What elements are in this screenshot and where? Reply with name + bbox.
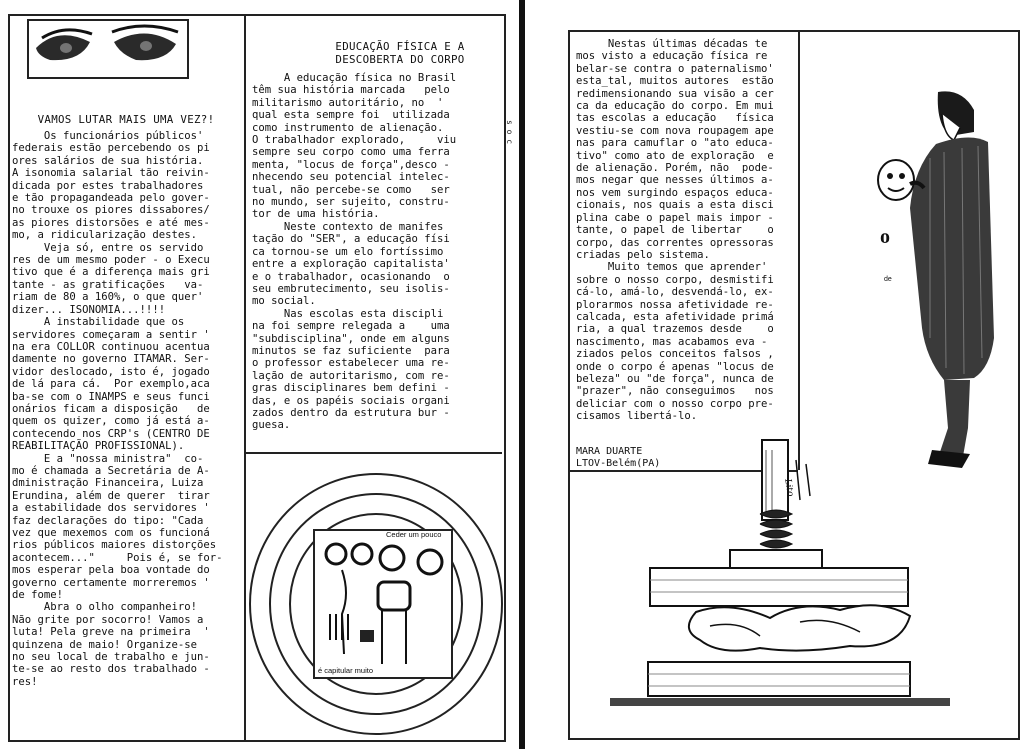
continuation-line: plorarmos nossa afetividade re- bbox=[576, 298, 774, 311]
article-heading-vamos-lutar: VAMOS LUTAR MAIS UMA VEZ?! bbox=[37, 113, 215, 126]
vamos-lutar-line: na era COLLOR continuou acentua bbox=[12, 340, 210, 353]
vamos-lutar-line: tante - as gratificações va- bbox=[12, 278, 204, 291]
vamos-lutar-line: quinzena de maio! Organize-se bbox=[12, 638, 197, 651]
vamos-lutar-line: vez que mexemos com os funcioná bbox=[12, 527, 210, 539]
vamos-lutar-line: dizer... ISONOMIA...!!!! bbox=[12, 303, 166, 316]
educacao-fisica-line: A educação física no Brasil bbox=[252, 72, 457, 84]
continuation-line: cisamos libertá-lo. bbox=[576, 410, 698, 423]
educacao-fisica-line: qual esta sempre foi utilizada bbox=[252, 109, 450, 122]
educacao-fisica-line: nhecendo seu potencial intelec- bbox=[252, 171, 450, 184]
continuation-line: Nestas últimas décadas te bbox=[576, 38, 768, 50]
protest-cartoon bbox=[246, 454, 502, 739]
educacao-fisica-line: militarismo autoritário, no ' bbox=[252, 96, 444, 109]
educacao-fisica-line: tação do "SER", a educação físi bbox=[252, 233, 450, 246]
educacao-fisica-line: têm sua história marcada pelo bbox=[252, 84, 450, 97]
vamos-lutar-line: riam de 80 a 160%, o que quer' bbox=[12, 291, 204, 304]
vamos-lutar-line: A isonomia salarial tão reivin- bbox=[12, 167, 210, 180]
continuation-line: mos negar que nesses últimos a- bbox=[576, 174, 774, 187]
vamos-lutar-line: ba-se com o INAMPS e seus funci bbox=[12, 390, 210, 403]
vamos-lutar-line: res! bbox=[12, 675, 38, 688]
vamos-lutar-line: E a "nossa ministra" co- bbox=[12, 452, 204, 465]
article-body-continuation bbox=[576, 38, 798, 438]
vamos-lutar-line: a estabilidade dos servidores ' bbox=[12, 502, 210, 515]
continuation-line: esta_tal, muitos autores estão bbox=[576, 75, 774, 88]
vamos-lutar-line: tivo que é a diferença mais gri bbox=[12, 266, 210, 279]
continuation-line: mos visto a educação física re bbox=[576, 50, 768, 63]
educacao-fisica-line: tual, não percebe-se como ser bbox=[252, 183, 450, 196]
cartoon-caption-top: Ceder um pouco bbox=[386, 530, 442, 539]
continuation-line: cionais, nos quais a esta disci bbox=[576, 199, 774, 212]
vamos-lutar-line: REABILITAÇÃO PROFISSIONAL). bbox=[12, 440, 185, 453]
vamos-lutar-line: mo é chamada a Secretária de A- bbox=[12, 464, 210, 477]
educacao-fisica-line: entre a exploração capitalista' bbox=[252, 258, 450, 271]
educacao-fisica-line: gras disciplinares bem defini - bbox=[252, 382, 450, 395]
continuation-line: Muito temos que aprender' bbox=[576, 261, 768, 274]
educacao-fisica-line: seu embrutecimento, seu isolis- bbox=[252, 282, 450, 295]
vamos-lutar-line: dicada por estes trabalhadores bbox=[12, 179, 204, 192]
vamos-lutar-line: Não grite por socorro! Vamos a bbox=[12, 613, 204, 626]
continuation-line: tas escolas a educação física bbox=[576, 112, 774, 125]
vamos-lutar-line: governo certamente morreremos ' bbox=[12, 576, 210, 589]
educacao-fisica-line: Neste contexto de manifes bbox=[252, 220, 444, 233]
author-name: MARA DUARTE bbox=[576, 446, 643, 457]
vamos-lutar-line: Veja só, entre os servido bbox=[12, 241, 204, 254]
vamos-lutar-line: no trouxe os piores dissabores/ bbox=[12, 204, 210, 217]
educacao-fisica-line: no mundo, ser sujeito, constru- bbox=[252, 196, 450, 209]
book-spine-shadow bbox=[519, 0, 525, 749]
continuation-line: cá-lo, amá-lo, desvendá-lo, ex- bbox=[576, 286, 774, 299]
continuation-line: tivo" como ato de exploração e bbox=[576, 149, 774, 162]
cartoon-caption-bottom: é capitular muito bbox=[318, 666, 374, 675]
article-body-educacao-fisica bbox=[252, 72, 502, 450]
educacao-fisica-line: "subdisciplina", onde em alguns bbox=[252, 332, 450, 345]
educacao-fisica-line: mo social. bbox=[252, 295, 316, 308]
educacao-fisica-line: zados dentro da estrutura bur - bbox=[252, 406, 450, 419]
vamos-lutar-line: vidor deslocado, isto é, jogado bbox=[12, 365, 210, 378]
vamos-lutar-line: federais estão percebendo os pi bbox=[12, 142, 210, 155]
vamos-lutar-line: quem os quizer, como já está a- bbox=[12, 415, 210, 428]
vamos-lutar-line: servidores começaram a sentir ' bbox=[12, 328, 210, 341]
educacao-fisica-line: menta, "locus de força",desco - bbox=[252, 158, 450, 171]
eyes-illustration bbox=[28, 20, 188, 80]
continuation-line: plina cabe o papel mais impor - bbox=[576, 211, 774, 224]
educacao-fisica-line: guesa. bbox=[252, 419, 291, 432]
vamos-lutar-line: luta! Pela greve na primeira ' bbox=[12, 626, 210, 639]
continuation-line: vestiu-se com nova roupagem ape bbox=[576, 124, 774, 137]
educacao-fisica-line: O trabalhador explorado, viu bbox=[252, 134, 457, 147]
educacao-fisica-line: ca tornou-se um elo fortíssimo bbox=[252, 245, 444, 258]
vamos-lutar-line: Abra o olho companheiro! bbox=[12, 601, 197, 614]
vamos-lutar-line: rios públicos maiores distorções bbox=[12, 539, 217, 552]
vamos-lutar-line: contecendo nos CRP's (CENTRO DE bbox=[12, 427, 210, 440]
continuation-line: deliciar com o nosso corpo pre- bbox=[576, 397, 774, 410]
vamos-lutar-line: res de um mesmo poder - o Execu bbox=[12, 254, 210, 267]
vamos-lutar-line: Os funcionários públicos' bbox=[12, 130, 204, 142]
vamos-lutar-line: as piores distorsões e até mes- bbox=[12, 216, 210, 229]
vamos-lutar-line: faz declarações do tipo: "Cada bbox=[12, 514, 204, 527]
continuation-line: ziados pelos conceitos falsos , bbox=[576, 348, 774, 361]
educacao-fisica-line: na foi sempre relegada a uma bbox=[252, 320, 450, 333]
vamos-lutar-line: de fome! bbox=[12, 589, 64, 602]
continuation-line: "prazer", não conseguimos nos bbox=[576, 385, 774, 398]
continuation-line: corpo, das correntes opressoras bbox=[576, 236, 774, 249]
educacao-fisica-line: minutos se faz suficiente para bbox=[252, 344, 450, 357]
vamos-lutar-line: mos esperar pela boa vontade do bbox=[12, 564, 210, 577]
vamos-lutar-line: ores salários de sua história. bbox=[12, 154, 204, 167]
vamos-lutar-line: no seu local de trabalho e jun- bbox=[12, 651, 210, 664]
spine-text: s o c bbox=[505, 120, 514, 145]
continuation-line: nos vem surgindo espaços educa- bbox=[576, 186, 774, 199]
educacao-fisica-line: Nas escolas esta discipli bbox=[252, 307, 444, 320]
press-crushing-hands-illustration bbox=[600, 440, 960, 730]
vamos-lutar-line: mo, a ridicularização destes. bbox=[12, 229, 197, 242]
continuation-line: onde o corpo é apenas "locus de bbox=[576, 360, 774, 373]
vamos-lutar-line: de lá para cá. Por exemplo,aca bbox=[12, 378, 210, 391]
figure-label-big: o bbox=[880, 226, 890, 248]
press-artist-signature: Lito bbox=[782, 478, 796, 498]
continuation-line: redimensionando sua visão a cer bbox=[576, 87, 774, 100]
vamos-lutar-line: Erundina, além de querer tirar bbox=[12, 489, 210, 502]
vamos-lutar-line: te-se ao resto dos trabalhado - bbox=[12, 663, 210, 676]
educacao-fisica-line: como instrumento de alienação. bbox=[252, 121, 444, 134]
continuation-line: calcada, esta afetividade primá bbox=[576, 310, 774, 323]
educacao-fisica-line: tor de uma história. bbox=[252, 208, 380, 221]
article-body-vamos-lutar bbox=[12, 130, 244, 738]
educacao-fisica-line: e o trabalhador, ocasionando o bbox=[252, 270, 450, 283]
author-location: LTOV-Belém(PA) bbox=[576, 458, 661, 469]
vamos-lutar-line: onários ficam a disposição de bbox=[12, 402, 210, 415]
article-heading-line1: EDUCAÇÃO FÍSICA E A bbox=[335, 40, 465, 53]
educacao-fisica-line: das, e os papéis sociais organi bbox=[252, 394, 450, 407]
continuation-line: nascimento, mas acabamos eva - bbox=[576, 335, 768, 348]
continuation-line: sobre o nosso corpo, desmistifi bbox=[576, 273, 774, 286]
continuation-line: beleza" ou "de força", nunca de bbox=[576, 372, 774, 385]
vamos-lutar-line: A instabilidade que os bbox=[12, 316, 185, 329]
vamos-lutar-line: dministração Financeira, Luiza bbox=[12, 477, 204, 490]
continuation-line: nas para camuflar o "ato educa- bbox=[576, 137, 774, 150]
educacao-fisica-line: sempre seu corpo como uma ferra bbox=[252, 146, 450, 159]
vamos-lutar-line: damente no governo ITAMAR. Ser- bbox=[12, 353, 210, 366]
continuation-line: criadas pelo sistema. bbox=[576, 248, 710, 261]
educacao-fisica-line: lação de autoritarismo, com re- bbox=[252, 369, 450, 382]
continuation-line: ria, a qual trazemos desde o bbox=[576, 323, 774, 336]
right-column-divider bbox=[798, 30, 800, 470]
vamos-lutar-line: e tão propagandeada pelo gover- bbox=[12, 192, 210, 205]
continuation-line: tante, o papel de libertar o bbox=[576, 224, 774, 237]
vamos-lutar-line: acontecem..." Pois é, se for- bbox=[12, 551, 223, 564]
figure-label-small: de bbox=[884, 276, 892, 283]
continuation-line: de alienação. Porém, não pode- bbox=[576, 162, 774, 175]
continuation-line: ca da educação do corpo. Em mui bbox=[576, 100, 774, 113]
continuation-line: belar-se contra o paternalismo' bbox=[576, 62, 774, 75]
article-heading-line2: DESCOBERTA DO CORPO bbox=[335, 53, 465, 66]
educacao-fisica-line: o professor estabelecer uma re- bbox=[252, 357, 450, 370]
